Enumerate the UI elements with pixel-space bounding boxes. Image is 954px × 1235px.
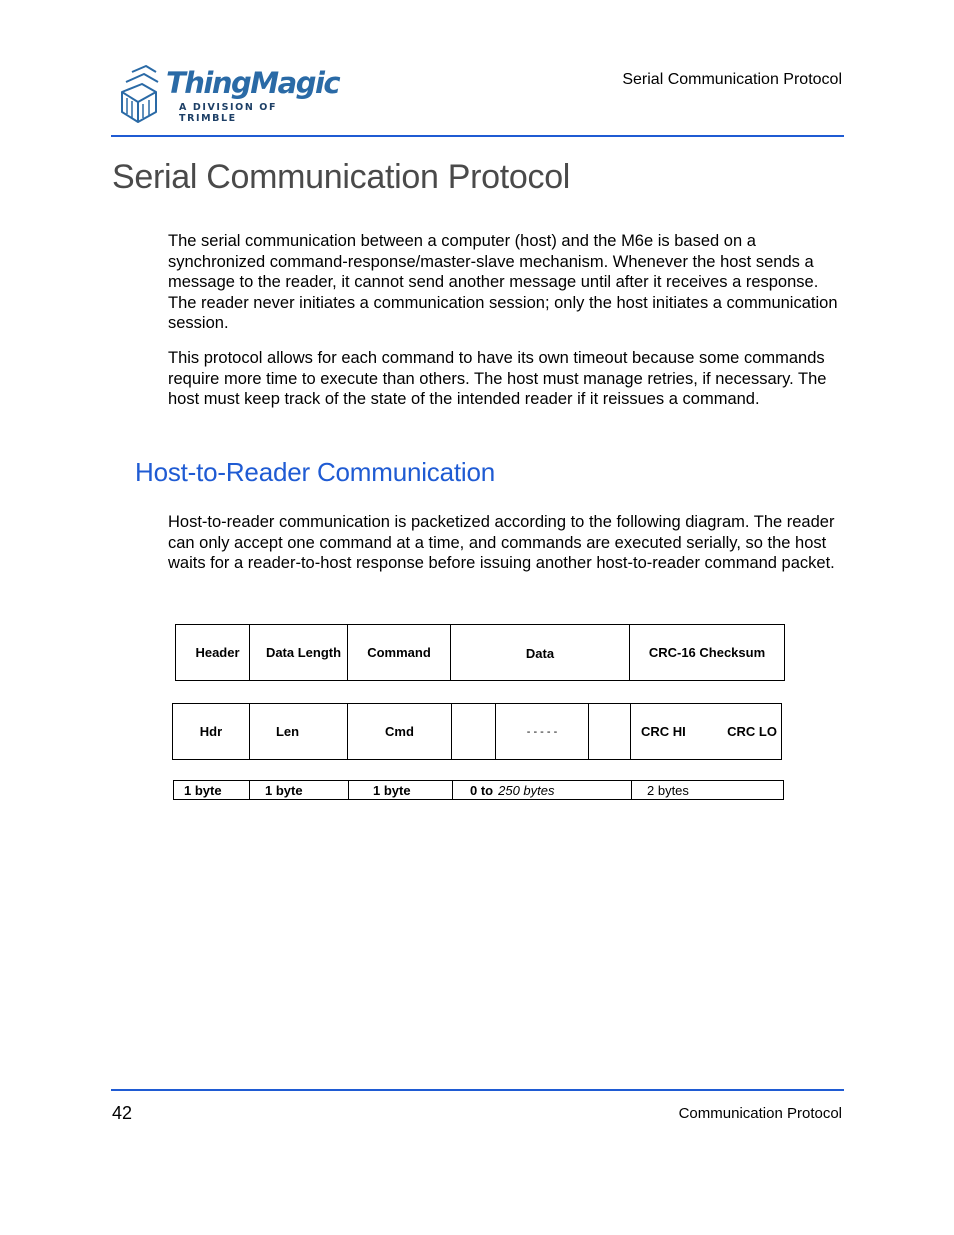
field-header-cell (175, 624, 250, 681)
running-header-title: Serial Communication Protocol (622, 71, 842, 88)
data-byte-cell-last (588, 703, 631, 760)
intro-paragraph-1: The serial communication between a computer (host) and the M6e is based on a synchronized command-response/master-slave mechanism. Whenever the host sends a message to the reader, it cannot send another message until after it receives a response. The reader never initiates a communication session; only the host initiates a communication session. (168, 232, 838, 332)
field-data-length-cell (249, 624, 348, 681)
field-data-label: Data (525, 646, 555, 661)
footer-rule (111, 1089, 844, 1091)
size-cmd-cell (348, 780, 453, 800)
size-cmd: 1 byte (373, 782, 411, 798)
code-hdr-label: Hdr (199, 724, 223, 739)
code-len-label: Len (275, 724, 300, 739)
section-paragraph: Host-to-reader communication is packetized according to the following diagram. The reader can only accept one command at a time, and commands are executed serially, so the host waits for a reader-to-host response before issuing another host-to-reader command packet. (168, 513, 835, 572)
page-title: Serial Communication Protocol (112, 158, 571, 196)
field-data-cell (450, 624, 630, 681)
header-rule (111, 135, 844, 137)
code-len-cell (249, 703, 348, 760)
code-crc-lo-label: CRC LO (727, 724, 777, 739)
field-data-length-label: Data Length (265, 645, 342, 660)
code-crc-hi-label: CRC HI (641, 724, 686, 739)
field-header-label: Header (195, 645, 240, 660)
logo-mark-icon (116, 62, 166, 124)
size-hdr: 1 byte (184, 782, 222, 798)
size-crc: 2 bytes (647, 782, 689, 798)
field-crc-cell (629, 624, 785, 681)
code-cmd-cell (347, 703, 452, 760)
size-hdr-cell (173, 780, 250, 800)
code-crc-cell (630, 703, 782, 760)
code-hdr-cell (172, 703, 250, 760)
field-command-cell (347, 624, 451, 681)
section-heading: Host-to-Reader Communication (135, 457, 495, 487)
size-data-prefix: 0 to (470, 782, 494, 798)
brand-tagline: A DIVISION OF TRIMBLE (179, 102, 278, 124)
data-ellipsis: - - - - - (526, 725, 558, 738)
size-len-cell (249, 780, 349, 800)
code-cmd-label: Cmd (385, 724, 414, 739)
data-byte-cell-first (451, 703, 496, 760)
size-crc-cell (631, 780, 784, 800)
size-data-suffix: 250 bytes (498, 782, 555, 798)
thingmagic-logo (116, 62, 340, 124)
field-crc-label: CRC-16 Checksum (648, 645, 766, 660)
footer-title: Communication Protocol (678, 1105, 842, 1122)
field-command-label: Command (367, 645, 431, 660)
data-byte-cell-ellipsis (495, 703, 589, 760)
size-len: 1 byte (265, 782, 303, 798)
size-data-cell (452, 780, 632, 800)
brand-name: ThingMagic (166, 66, 340, 100)
page-number: 42 (112, 1103, 133, 1123)
intro-paragraph-2: This protocol allows for each command to have its own timeout because some commands require more time to execute than others. The host must manage retries, if necessary. The host must keep track of the state of the intended reader if it reissues a command. (168, 349, 827, 408)
